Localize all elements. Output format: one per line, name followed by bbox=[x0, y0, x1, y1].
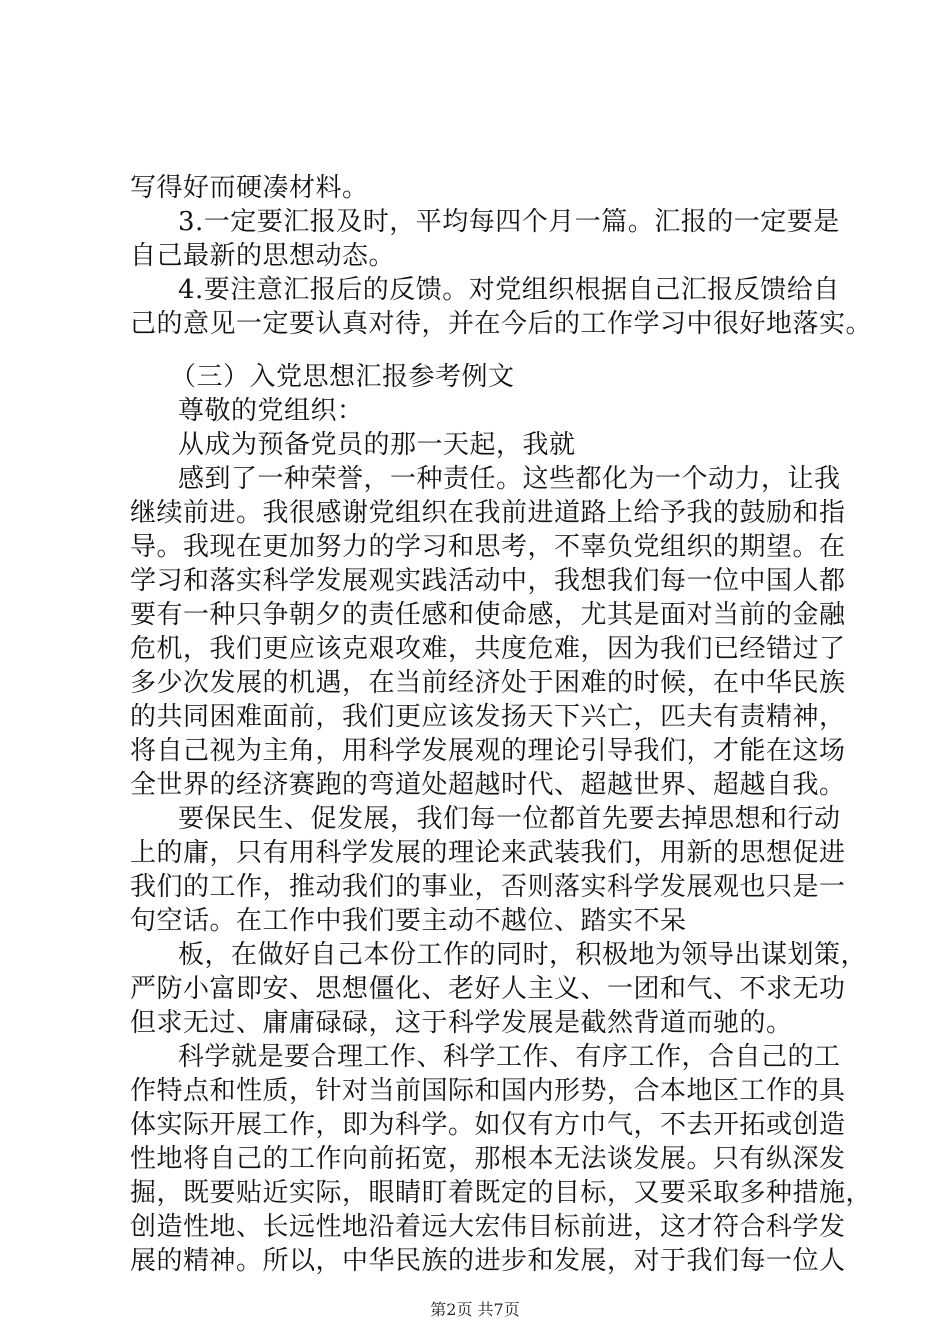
text-line: 句空话。在工作中我们要主动不越位、踏实不呆 bbox=[130, 906, 687, 936]
text-line: 体实际开展工作，即为科学。如仅有方巾气，不去开拓或创造 bbox=[130, 1110, 846, 1140]
text-line: 自己最新的思想动态。 bbox=[130, 241, 396, 271]
text-line: 的共同困难面前，我们更应该发扬天下兴亡，匹夫有责精神， bbox=[130, 702, 846, 732]
text-line: 板，在做好自己本份工作的同时，积极地为领导出谋划策， bbox=[178, 940, 868, 970]
salutation: 尊敬的党组织： bbox=[178, 396, 364, 426]
text-line: 创造性地、长远性地沿着远大宏伟目标前进，这才符合科学发 bbox=[130, 1212, 846, 1242]
text-line: 写得好而硬凑材料。 bbox=[130, 173, 369, 203]
text-line: 学习和落实科学发展观实践活动中，我想我们每一位中国人都 bbox=[130, 566, 846, 596]
text-line: 作特点和性质，针对当前国际和国内形势，合本地区工作的具 bbox=[130, 1076, 846, 1106]
text-line: 从成为预备党员的那一天起，我就 bbox=[178, 430, 576, 460]
page-footer: 第2页 共7页 bbox=[430, 1300, 520, 1319]
text-line: 4.要注意汇报后的反馈。对党组织根据自己汇报反馈给自 bbox=[178, 275, 840, 305]
text-line: 科学就是要合理工作、科学工作、有序工作，合自己的工 bbox=[178, 1042, 841, 1072]
text-line: 要有一种只争朝夕的责任感和使命感，尤其是面对当前的金融 bbox=[130, 600, 846, 630]
text-line: 全世界的经济赛跑的弯道处超越时代、超越世界、超越自我。 bbox=[130, 770, 846, 800]
text-line: 感到了一种荣誉，一种责任。这些都化为一个动力，让我 bbox=[178, 464, 841, 494]
text-line: 但求无过、庸庸碌碌，这于科学发展是截然背道而驰的。 bbox=[130, 1008, 793, 1038]
text-line: 继续前进。我很感谢党组织在我前进道路上给予我的鼓励和指 bbox=[130, 498, 846, 528]
text-line: 3.一定要汇报及时，平均每四个月一篇。汇报的一定要是 bbox=[178, 207, 840, 237]
text-line: 性地将自己的工作向前拓宽，那根本无法谈发展。只有纵深发 bbox=[130, 1144, 846, 1174]
text-line: 己的意见一定要认真对待，并在今后的工作学习中很好地落实。 bbox=[130, 309, 873, 339]
text-line: 将自己视为主角，用科学发展观的理论引导我们，才能在这场 bbox=[130, 736, 846, 766]
text-line: 严防小富即安、思想僵化、老好人主义、一团和气、不求无功 bbox=[130, 974, 846, 1004]
text-line: 展的精神。所以，中华民族的进步和发展，对于我们每一位人 bbox=[130, 1246, 846, 1276]
text-line: 上的庸，只有用科学发展的理论来武装我们，用新的思想促进 bbox=[130, 838, 846, 868]
section-heading: （三）入党思想汇报参考例文 bbox=[170, 362, 515, 392]
text-line: 要保民生、促发展，我们每一位都首先要去掉思想和行动 bbox=[178, 804, 841, 834]
text-line: 掘，既要贴近实际，眼睛盯着既定的目标，又要采取多种措施， bbox=[130, 1178, 873, 1208]
text-line: 危机，我们更应该克艰攻难，共度危难，因为我们已经错过了 bbox=[130, 634, 846, 664]
text-line: 我们的工作，推动我们的事业，否则落实科学发展观也只是一 bbox=[130, 872, 846, 902]
text-line: 多少次发展的机遇，在当前经济处于困难的时候，在中华民族 bbox=[130, 668, 846, 698]
text-line: 导。我现在更加努力的学习和思考，不辜负党组织的期望。在 bbox=[130, 532, 846, 562]
